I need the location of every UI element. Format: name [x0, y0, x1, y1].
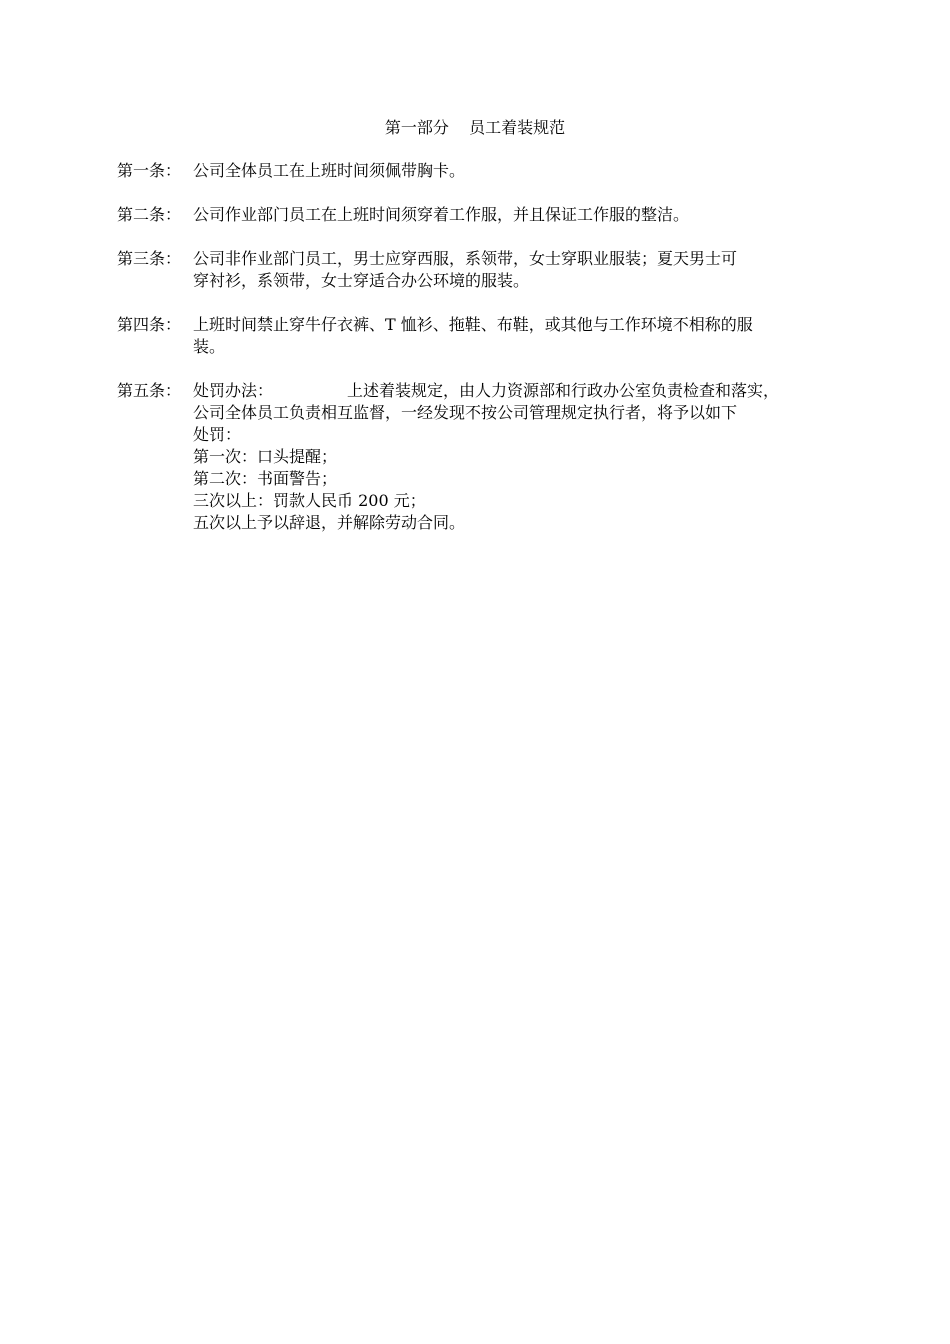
penalty-item: 三次以上：罚款人民币 200 元； [193, 491, 426, 510]
article-label: 第一条： [117, 161, 182, 180]
penalty-item: 第一次：口头提醒； [193, 447, 338, 466]
penalty-item: 五次以上予以辞退，并解除劳动合同。 [193, 513, 466, 532]
penalty-item: 第二次：书面警告； [193, 469, 338, 488]
article-text-line: 公司非作业部门员工，男士应穿西服，系领带，女士穿职业服装；夏天男士可 [193, 249, 738, 268]
article-text-line: 装。 [193, 337, 226, 356]
article-body [193, 380, 867, 534]
article-body [193, 314, 867, 358]
article-text-line: 穿衬衫，系领带，女士穿适合办公环境的服装。 [193, 271, 530, 290]
penalty-intro: 上述着装规定，由人力资源部和行政办公室负责检查和落实， [347, 381, 780, 400]
article-4 [117, 314, 867, 358]
article-text-line: 处罚： [193, 425, 242, 444]
penalty-first-line [193, 380, 867, 402]
article-text-line: 上班时间禁止穿牛仔衣裤、T 恤衫、拖鞋、布鞋，或其他与工作环境不相称的服 [193, 315, 753, 334]
article-body [193, 204, 867, 226]
article-label: 第五条： [117, 381, 182, 400]
article-label: 第三条： [117, 249, 182, 268]
article-text-line: 公司全体员工负责相互监督，一经发现不按公司管理规定执行者，将予以如下 [193, 403, 738, 422]
article-label: 第二条： [117, 205, 182, 224]
article-label: 第四条： [117, 315, 182, 334]
article-text-line: 公司作业部门员工在上班时间须穿着工作服，并且保证工作服的整洁。 [193, 205, 690, 224]
article-2 [117, 204, 867, 226]
article-1 [117, 160, 867, 182]
article-body [193, 160, 867, 182]
article-5 [117, 380, 867, 534]
penalty-heading: 处罚办法： [193, 381, 274, 400]
article-body [193, 248, 867, 292]
article-text-line: 公司全体员工在上班时间须佩带胸卡。 [193, 161, 466, 180]
article-3 [117, 248, 867, 292]
page-title: 第一部分 员工着装规范 [384, 118, 566, 137]
